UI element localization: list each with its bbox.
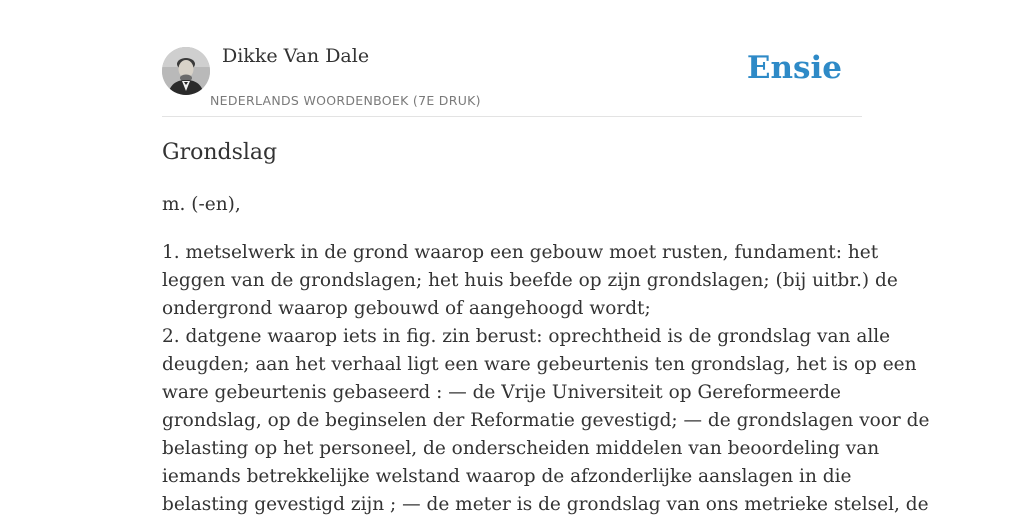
definition-line: deugden; aan het verhaal ligt een ware gebeurtenis ten grondslag, het is op een (162, 354, 917, 375)
definition-line: grondslag, op de beginselen der Reformatie gevestigd; — de grondslagen voor de (162, 410, 930, 431)
author-name[interactable]: Dikke Van Dale (222, 45, 370, 67)
definition-line: leggen van de grondslagen; het huis beefde op zijn grondslagen; (bij uitbr.) de (162, 270, 898, 291)
definition-line: ondergrond waarop gebouwd of aangehoogd wordt; (162, 298, 651, 319)
header (162, 0, 862, 117)
definition-line: belasting op het personeel, de onderscheiden middelen van beoordeling van (162, 438, 880, 459)
author-avatar[interactable] (162, 47, 210, 95)
definition-line: 2. datgene waarop iets in fig. zin berust: oprechtheid is de grondslag van alle (162, 326, 891, 347)
entry-title: Grondslag (162, 140, 278, 165)
definition-line: ware gebeurtenis gebaseerd : — de Vrije Universiteit op Gereformeerde (162, 382, 841, 403)
grammar-info: m. (-en), (162, 194, 241, 215)
page (162, 0, 930, 515)
brand-logo[interactable]: Ensie (746, 50, 842, 86)
portrait-image (162, 47, 210, 95)
source-title[interactable]: NEDERLANDS WOORDENBOEK (7E DRUK) (210, 93, 481, 108)
definition-line: 1. metselwerk in de grond waarop een gebouw moet rusten, fundament: het (162, 242, 879, 263)
definition-line: belasting gevestigd zijn ; — de meter is de grondslag van ons metrieke stelsel, de (162, 494, 929, 515)
definition-text (162, 239, 930, 519)
definition-line: iemands betrekkelijke welstand waarop de afzonderlijke aanslagen in die (162, 466, 852, 487)
